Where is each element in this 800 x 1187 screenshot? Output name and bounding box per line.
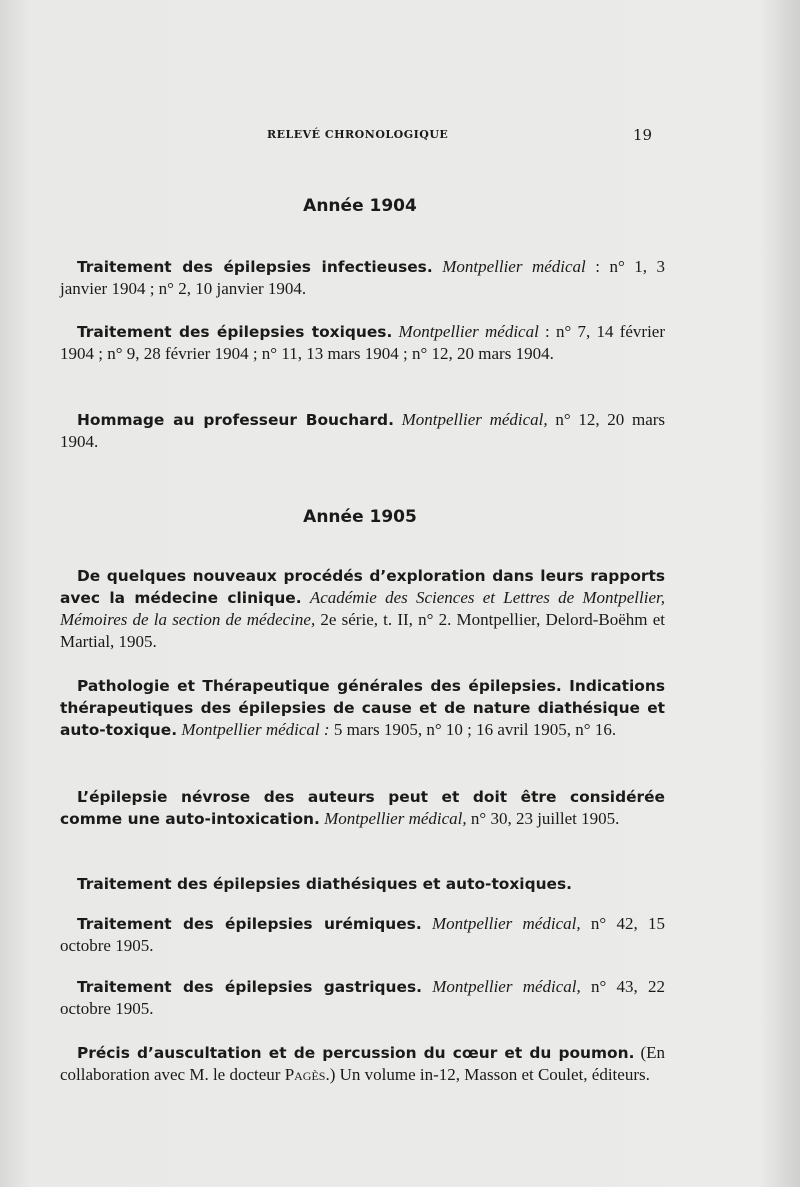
entry-title: L’épilepsie névrose des auteurs peut et doit être considérée comme une auto-intoxication. [60, 788, 665, 828]
page-header [60, 128, 660, 146]
entry-details: : n° 7, 14 février 1904 ; n° 9, 28 février 1904 ; n° 11, 13 mars 1904 ; n° 12, 20 mars 1904. [60, 322, 665, 363]
collaborator-name: Pagès [284, 1065, 326, 1084]
entry-title: Traitement des épilepsies gastriques. [77, 978, 422, 996]
entry [60, 675, 665, 741]
entry-title: Pathologie et Thérapeutique générales des épilepsies. Indications thérapeutiques des épilepsies de cause et de nature diathésique et auto-toxique. [60, 677, 665, 739]
entry-journal: Montpellier médical, [432, 977, 581, 996]
entry [60, 1042, 665, 1086]
entry-journal: Montpellier médical, [401, 410, 548, 429]
entry-title: Hommage au professeur Bouchard. [77, 411, 394, 429]
entry [60, 565, 665, 653]
entry-details: (En collaboration avec M. le docteur [60, 1043, 665, 1084]
entry-title: Traitement des épilepsies diathésiques et auto-toxiques. [77, 875, 572, 893]
entry-title: Traitement des épilepsies toxiques. [77, 323, 393, 341]
entry-journal: Montpellier médical [442, 257, 586, 276]
entry-journal: Montpellier médical, [324, 809, 467, 828]
entry-details: n° 12, 20 mars 1904. [60, 410, 666, 451]
entry-details: n° 42, 15 octobre 1905. [60, 914, 666, 955]
entry-title: De quelques nouveaux procédés d’exploration dans leurs rapports avec la médecine clinique. [60, 567, 665, 607]
entry-details: n° 30, 23 juillet 1905. [466, 809, 620, 828]
entry [60, 786, 665, 830]
year-heading-1905: Année 1905 [303, 507, 417, 527]
entry-details-end: .) Un volume in-12, Masson et Coulet, éditeurs. [325, 1065, 650, 1084]
entry-title: Traitement des épilepsies urémiques. [77, 915, 422, 933]
year-heading-1904: Année 1904 [303, 196, 417, 216]
entry [60, 409, 665, 453]
entry-journal: Montpellier médical, [431, 914, 581, 933]
running-title: RELEVÉ CHRONOLOGIQUE [267, 128, 449, 141]
entry [60, 976, 665, 1020]
entry-details: n° 43, 22 octobre 1905. [60, 977, 665, 1018]
entry [60, 873, 665, 895]
entry-title: Traitement des épilepsies infectieuses. [77, 258, 433, 276]
entry-title: Précis d’auscultation et de percussion du cœur et du poumon. [77, 1044, 635, 1062]
entry-details: : n° 1, 3 janvier 1904 ; n° 2, 10 janvier 1904. [60, 257, 666, 298]
entry-journal: Académie des Sciences et Lettres de Montpellier, Mémoires de la section de médecine, [60, 588, 666, 629]
entry-details: 2e série, t. II, n° 2. Montpellier, Delord-Boëhm et Martial, 1905. [60, 610, 665, 651]
page-number: 19 [633, 126, 653, 144]
entry-details: 5 mars 1905, n° 10 ; 16 avril 1905, n° 16. [329, 720, 617, 739]
entry [60, 913, 665, 957]
entry-journal: Montpellier médical : [181, 720, 330, 739]
entry [60, 256, 665, 300]
entry-journal: Montpellier médical [398, 322, 539, 341]
entry [60, 321, 665, 365]
